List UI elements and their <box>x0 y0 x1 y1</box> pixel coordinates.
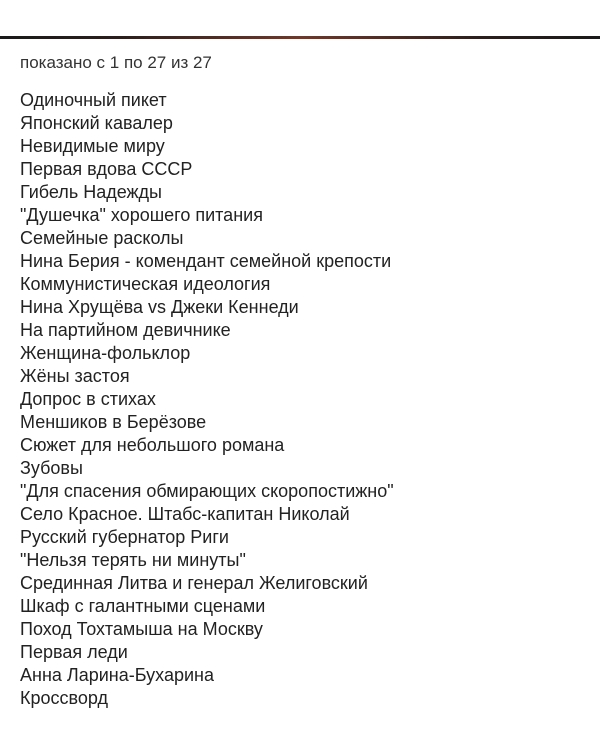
article-link[interactable]: На партийном девичнике <box>20 320 231 340</box>
article-link[interactable]: Поход Тохтамыша на Москву <box>20 619 263 639</box>
article-link[interactable]: Нина Хрущёва vs Джеки Кеннеди <box>20 297 299 317</box>
article-link[interactable]: Первая леди <box>20 642 128 662</box>
article-link[interactable]: Сюжет для небольшого романа <box>20 435 285 455</box>
article-list <box>20 89 580 710</box>
article-link[interactable]: Одиночный пикет <box>20 90 167 110</box>
results-counter: показано с 1 по 27 из 27 <box>20 53 212 72</box>
article-link[interactable]: Нина Берия - комендант семейной крепости <box>20 251 392 271</box>
article-link[interactable]: Первая вдова СССР <box>20 159 193 179</box>
article-link[interactable]: Коммунистическая идеология <box>20 274 271 294</box>
article-link[interactable]: Семейные расколы <box>20 228 184 248</box>
article-link[interactable]: Шкаф с галантными сценами <box>20 596 266 616</box>
article-link[interactable]: Жёны застоя <box>20 366 130 386</box>
article-link[interactable]: Анна Ларина-Бухарина <box>20 665 214 685</box>
article-link[interactable]: Зубовы <box>20 458 83 478</box>
article-link[interactable]: Русский губернатор Риги <box>20 527 229 547</box>
article-link[interactable]: Село Красное. Штабс-капитан Николай <box>20 504 350 524</box>
article-link[interactable]: Срединная Литва и генерал Желиговский <box>20 573 368 593</box>
article-link[interactable]: Допрос в стихах <box>20 389 156 409</box>
article-list-panel <box>20 51 580 710</box>
article-link[interactable]: "Для спасения обмирающих скоропостижно" <box>20 481 394 501</box>
article-link[interactable]: "Нельзя терять ни минуты" <box>20 550 246 570</box>
article-link[interactable]: Меншиков в Берёзове <box>20 412 207 432</box>
article-link[interactable]: "Душечка" хорошего питания <box>20 205 263 225</box>
header-divider <box>0 36 600 39</box>
article-link[interactable]: Женщина-фольклор <box>20 343 191 363</box>
article-link[interactable]: Невидимые миру <box>20 136 165 156</box>
article-link[interactable]: Кроссворд <box>20 688 108 708</box>
article-link[interactable]: Японский кавалер <box>20 113 173 133</box>
article-link[interactable]: Гибель Надежды <box>20 182 162 202</box>
